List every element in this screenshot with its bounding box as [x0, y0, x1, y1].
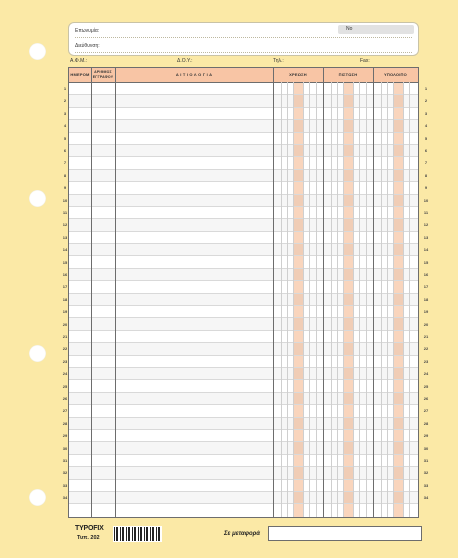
row-number: 14	[62, 247, 68, 253]
row-number: 21	[423, 334, 429, 339]
row-number: 1	[424, 86, 428, 91]
row-number: 3	[63, 110, 67, 116]
digit-divider	[353, 82, 354, 517]
barcode	[113, 526, 162, 542]
digit-divider	[409, 82, 410, 517]
row-number: 5	[424, 135, 428, 141]
row-number: 28	[62, 420, 68, 426]
row-number: 6	[63, 148, 67, 153]
row-number: 13	[423, 234, 429, 240]
row-number: 29	[423, 433, 429, 439]
row-number: 29	[62, 433, 68, 439]
row-number: 16	[423, 272, 429, 277]
column-divider	[323, 68, 324, 517]
col-credit-header: ΠΙΣΤΩΣΗ	[338, 72, 358, 77]
carry-forward-field[interactable]	[268, 526, 422, 541]
row-number: 22	[423, 346, 429, 352]
row-number: 34	[62, 495, 68, 501]
company-label: Επωνυμία:	[75, 28, 100, 34]
row-number: 13	[62, 234, 68, 240]
digit-divider	[281, 82, 282, 517]
row-number: 32	[423, 470, 429, 476]
digit-divider	[343, 82, 344, 517]
row-number: 12	[62, 222, 68, 228]
row-number: 4	[63, 123, 67, 129]
row-number: 12	[423, 222, 429, 228]
row-number: 31	[423, 458, 429, 463]
row-number: 17	[423, 284, 429, 290]
row-number: 21	[62, 334, 68, 339]
row-number: 2	[63, 98, 67, 104]
row-number: 15	[423, 259, 429, 265]
column-divider	[115, 68, 116, 517]
column-divider	[373, 68, 374, 517]
digit-divider	[403, 82, 404, 517]
address-label: Διεύθυνση:	[75, 43, 100, 49]
digit-divider	[331, 82, 332, 517]
col-debit-header: ΧΡΕΩΣΗ	[289, 72, 307, 77]
phone-label: Τηλ.:	[273, 58, 284, 64]
row-number: 10	[62, 197, 68, 203]
row-number: 22	[62, 346, 68, 352]
brand-logo: TYPOFIX	[75, 525, 104, 532]
row-number: 25	[423, 383, 429, 389]
row-number: 2	[424, 98, 428, 104]
digit-divider	[303, 82, 304, 517]
column-divider	[91, 68, 92, 517]
digit-divider	[387, 82, 388, 517]
digit-divider	[393, 82, 394, 517]
digit-divider	[309, 82, 310, 517]
number-label: Νο	[346, 26, 353, 32]
row-number: 5	[63, 135, 67, 141]
row-number: 33	[62, 482, 68, 488]
digit-divider	[287, 82, 288, 517]
row-number: 14	[423, 247, 429, 253]
footer	[0, 520, 458, 558]
row-number: 6	[424, 148, 428, 153]
row-number: 31	[62, 458, 68, 463]
row-number: 24	[423, 371, 429, 377]
col-description-header: Α Ι Τ Ι Ο Λ Ο Γ Ι Α	[175, 72, 213, 77]
header-box	[68, 22, 419, 56]
row-number: 34	[423, 495, 429, 501]
ledger-table	[68, 67, 419, 518]
col-date-header: ΗΜΕΡΟΜ	[70, 72, 90, 77]
ledger-sheet	[62, 18, 420, 518]
row-number: 19	[62, 309, 68, 315]
row-number: 27	[62, 408, 68, 414]
row-number: 7	[63, 160, 67, 166]
punch-hole	[29, 190, 46, 207]
digit-divider	[337, 82, 338, 517]
row-number: 10	[423, 197, 429, 203]
row-number: 27	[423, 408, 429, 414]
row-number: 7	[424, 160, 428, 166]
afm-label: Α.Φ.Μ.:	[70, 58, 88, 64]
row-number: 8	[63, 172, 67, 178]
doy-label: Δ.Ο.Υ.:	[177, 58, 193, 64]
col-balance-header: ΥΠΟΛΟΙΠΟ	[384, 72, 407, 77]
digit-divider	[316, 82, 317, 517]
row-number: 32	[62, 470, 68, 476]
divider	[75, 52, 412, 53]
row-number: 30	[423, 445, 429, 451]
divider	[75, 37, 412, 38]
row-number: 25	[62, 383, 68, 389]
row-number: 4	[424, 123, 428, 129]
row-number: 26	[62, 396, 68, 401]
row-number: 17	[62, 284, 68, 290]
row-number: 24	[62, 371, 68, 377]
fax-label: Fax:	[360, 58, 370, 64]
row-number: 8	[424, 172, 428, 178]
row-number: 1	[63, 86, 67, 91]
row-number: 19	[423, 309, 429, 315]
row-number: 16	[62, 272, 68, 277]
carry-forward-label: Σε μεταφορά	[224, 531, 260, 537]
row-number: 11	[62, 210, 68, 215]
digit-divider	[293, 82, 294, 517]
row-number: 9	[424, 185, 428, 191]
row-number: 3	[424, 110, 428, 116]
row-number: 28	[423, 420, 429, 426]
row-number: 20	[62, 321, 68, 327]
col-entry-number-header	[91, 68, 115, 82]
number-field[interactable]	[338, 25, 414, 34]
model-number: Τυπ. 202	[77, 535, 100, 541]
row-number: 23	[62, 358, 68, 364]
punch-hole	[29, 345, 46, 362]
row-number: 18	[423, 296, 429, 302]
table-header	[69, 68, 418, 83]
digit-divider	[359, 82, 360, 517]
row-number: 23	[423, 358, 429, 364]
col-entry-number-line2: ΕΓΓΡΑΦΟΥ	[92, 75, 114, 79]
row-number: 20	[423, 321, 429, 327]
col-entry-number-line1: ΑΡΙΘΜΟΣ	[94, 70, 112, 74]
punch-hole	[29, 43, 46, 60]
digit-divider	[366, 82, 367, 517]
row-number: 15	[62, 259, 68, 265]
row-number: 30	[62, 445, 68, 451]
punch-hole	[29, 489, 46, 506]
row-number: 26	[423, 396, 429, 401]
column-divider	[273, 68, 274, 517]
row-number: 33	[423, 482, 429, 488]
row-number: 18	[62, 296, 68, 302]
tax-info-row	[68, 57, 417, 66]
row-number: 11	[423, 210, 429, 215]
digit-divider	[381, 82, 382, 517]
row-number: 9	[63, 185, 67, 191]
